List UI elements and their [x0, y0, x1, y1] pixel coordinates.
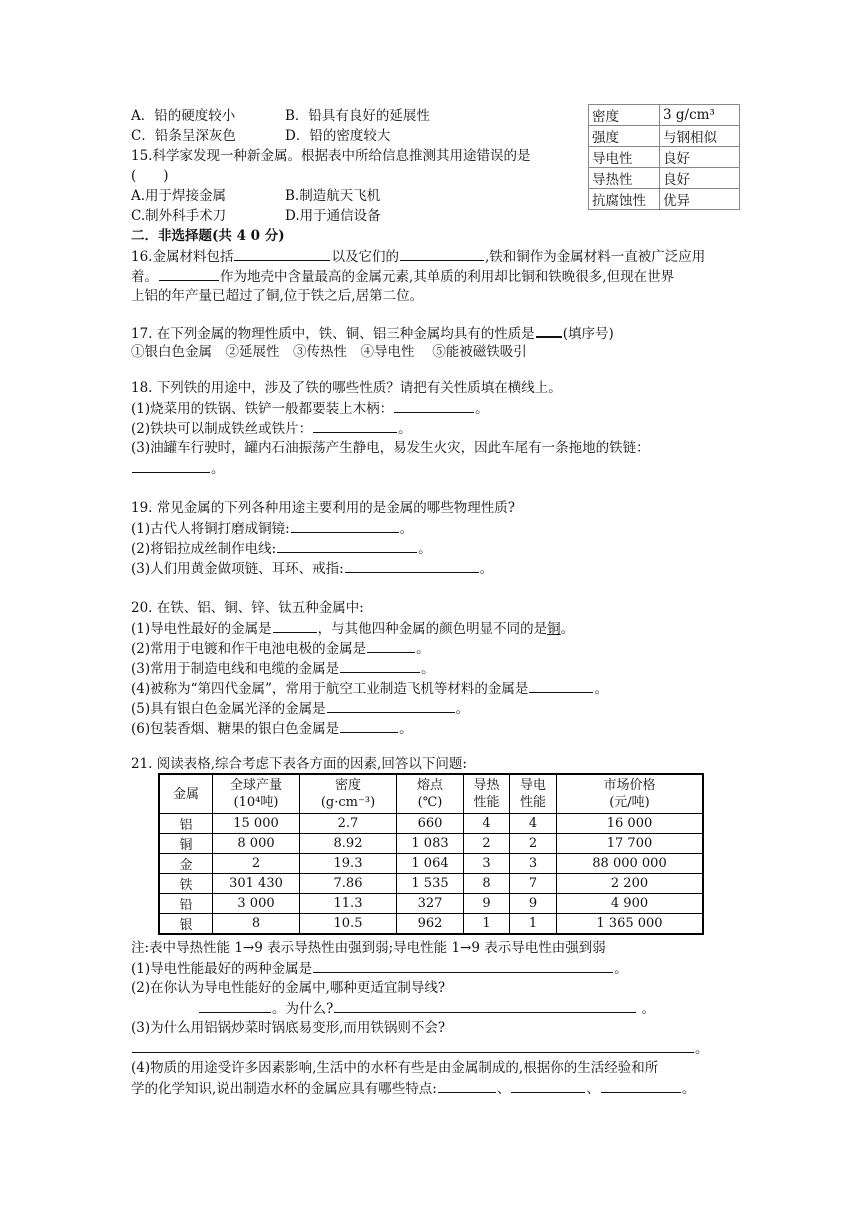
blank [511, 1078, 585, 1093]
q21-sub-4: (4)物质的用途受许多因素影响,生活中的水杯有些是由金属制成的,根据你的生活经验和所 [131, 1060, 659, 1076]
blank [277, 538, 417, 553]
table-row [589, 147, 740, 168]
q14-option-row [131, 126, 391, 146]
q16-text: 以及它们的 [331, 249, 399, 265]
table-cell: 银 [159, 914, 213, 935]
blank [529, 678, 593, 693]
q15-option-b: B.制造航天飞机 [285, 188, 381, 204]
q19-text: (1)古代人将铜打磨成铜镜: [131, 521, 290, 537]
q16-line-2 [131, 266, 674, 287]
property-value: 与钢相似 [660, 126, 740, 147]
table-cell: 铜 [159, 834, 213, 854]
table-row [159, 834, 703, 854]
q20-sub-4: (4)被称为“第四代金属”，常用于航空工业制造飞机等材料的金属是 。 [131, 678, 608, 699]
table-cell: 3 [464, 854, 510, 874]
new-metal-property-table [588, 104, 740, 210]
table-cell: 9 [510, 894, 557, 914]
header-text: (元/吨) [609, 795, 650, 810]
table-cell: 8 000 [213, 834, 300, 854]
table-cell: 10.5 [300, 914, 397, 935]
q14-option-row [131, 106, 430, 126]
table-cell: 16 000 [557, 814, 704, 834]
q19-text: (2)将铝拉成丝制作电线: [131, 541, 277, 557]
q20-text: (2)常用于电镀和作干电池电极的金属是 [131, 641, 367, 657]
table-cell: 19.3 [300, 854, 397, 874]
q20-sub-3: (3)常用于制造电线和电缆的金属是 。 [131, 658, 435, 679]
table-cell: 1 [464, 914, 510, 935]
q15-option-c: C.制外科手术刀 [131, 208, 227, 224]
property-value: 良好 [660, 147, 740, 168]
table-cell: 2.7 [300, 814, 397, 834]
property-name: 导电性 [589, 147, 660, 168]
table-cell: 8 [464, 874, 510, 894]
property-value: 优异 [660, 189, 740, 210]
blank [601, 1078, 681, 1093]
q20-sub-6: (6)包装香烟、糖果的银白色金属是 。 [131, 718, 413, 739]
header-text: 市场价格 [603, 778, 656, 793]
q20-text: ，与其他四种金属的颜色明显不同的是 [317, 621, 548, 637]
q15-option-d: D.用于通信设备 [285, 208, 381, 224]
blank [327, 698, 455, 713]
q20-sub-1: (1)导电性最好的金属是 ，与其他四种金属的颜色明显不同的是铜。 [131, 618, 574, 639]
q15-answer-paren: ( ) [131, 168, 169, 184]
table-cell: 3 000 [213, 894, 300, 914]
table-cell: 2 [510, 834, 557, 854]
header-text: (10⁴吨) [233, 795, 279, 810]
q16-text: 着。 [131, 269, 158, 285]
table-row [159, 914, 703, 935]
property-value: 良好 [660, 168, 740, 189]
q15-stem: 15.科学家发现一种新金属。根据表中所给信息推测其用途错误的是 [131, 148, 531, 164]
header-density [300, 774, 397, 814]
q20-stem: 20. 在铁、铝、铜、锌、钛五种金属中: [131, 600, 364, 616]
q15-option-a: A.用于焊接金属 [131, 188, 227, 204]
blank [132, 458, 210, 473]
table-cell: 1 365 000 [557, 914, 704, 935]
table-cell: 15 000 [213, 814, 300, 834]
q19-sub-1: (1)古代人将铜打磨成铜镜: 。 [131, 518, 413, 539]
property-name: 强度 [589, 126, 660, 147]
q20-sub-2: (2)常用于电镀和作干电池电极的金属是 。 [131, 638, 430, 659]
table-cell: 铁 [159, 874, 213, 894]
table-row [159, 874, 703, 894]
table-cell: 1 [510, 914, 557, 935]
property-name: 抗腐蚀性 [589, 189, 660, 210]
blank [291, 518, 399, 533]
q20-sub-5: (5)具有银白色金属光泽的金属是 。 [131, 698, 469, 719]
table-cell: 4 [464, 814, 510, 834]
header-text: 导电 [519, 778, 546, 793]
table-cell: 2 [213, 854, 300, 874]
q20-text: (1)导电性最好的金属是 [131, 621, 272, 637]
q17-options: ①银白色金属 ②延展性 ③传热性 ④导电性 ⑤能被磁铁吸引 [131, 344, 527, 360]
q18-sub-1: (1)烧菜用的铁锅、铁铲一般都要装上木柄： 。 [131, 398, 489, 419]
q14-option-a: A．铅的硬度较小 [131, 108, 236, 124]
q19-stem: 19. 常见金属的下列各种用途主要利用的是金属的哪些物理性质? [131, 500, 515, 516]
q21-text: (1)导电性能最好的两种金属是 [131, 961, 313, 977]
q16-text: 作为地壳中含量最高的金属元素,其单质的利用却比铜和铁晚很多,但现在世界 [220, 269, 675, 285]
property-value: 3 g/cm³ [660, 105, 740, 126]
table-cell: 660 [397, 814, 464, 834]
table-row [589, 168, 740, 189]
blank [367, 638, 415, 653]
table-cell: 8 [213, 914, 300, 935]
blank [199, 998, 271, 1013]
q20-text: (5)具有银白色金属光泽的金属是 [131, 701, 326, 717]
table-row [159, 854, 703, 874]
table-cell: 327 [397, 894, 464, 914]
header-heat-conductivity [464, 774, 510, 814]
q16-line-3: 上铝的年产量已超过了铜,位于铁之后,居第二位。 [131, 288, 424, 304]
header-electric-conductivity [510, 774, 557, 814]
q19-sub-3: (3)人们用黄金做项链、耳环、戒指: 。 [131, 558, 493, 579]
table-cell: 3 [510, 854, 557, 874]
q16-text: ,铁和铜作为金属材料一直被广泛应用 [484, 249, 706, 265]
q18-sub-3-answer: 。 [131, 458, 225, 479]
header-production [213, 774, 300, 814]
q21-sub-2: (2)在你认为导电性能好的金属中,哪种更适宜制导线? [131, 980, 446, 996]
q14-option-d: D．铅的密度较大 [285, 128, 391, 144]
q20-text: (3)常用于制造电线和电缆的金属是 [131, 661, 340, 677]
table-cell: 301 430 [213, 874, 300, 894]
table-cell: 9 [464, 894, 510, 914]
q21-stem: 21. 阅读表格,综合考虑下表各方面的因素,回答以下问题: [131, 756, 467, 772]
q21-note: 注:表中导热性能 1→9 表示导热性由强到弱;导电性能 1→9 表示导电性由强到弱 [131, 940, 606, 956]
table-cell: 金 [159, 854, 213, 874]
q17-text: 17. 在下列金属的物理性质中，铁、铜、铝三种金属均具有的性质是 [131, 326, 535, 342]
header-text: (℃) [417, 795, 443, 810]
header-text: 密度 [334, 778, 361, 793]
q21-sub-4-cont: 学的化学知识,说出制造水杯的金属应具有哪些特点: 、 、 。 [131, 1078, 695, 1099]
table-row [159, 814, 703, 834]
blank [313, 958, 613, 973]
q14-option-b: B．铅具有良好的延展性 [285, 108, 430, 124]
q21-sub-3-answer: 。 [131, 1038, 709, 1059]
q15-option-row [131, 186, 381, 206]
blank [536, 322, 562, 338]
table-cell: 铅 [159, 894, 213, 914]
header-melting-point [397, 774, 464, 814]
table-cell: 4 [510, 814, 557, 834]
header-text: 熔点 [416, 778, 443, 793]
table-cell: 1 083 [397, 834, 464, 854]
q16-line-1 [131, 246, 705, 267]
table-row [589, 126, 740, 147]
blank [132, 1038, 694, 1053]
q21-sub-1: (1)导电性能最好的两种金属是 。 [131, 958, 628, 979]
table-cell: 8.92 [300, 834, 397, 854]
q21-text: 学的化学知识,说出制造水杯的金属应具有哪些特点: [131, 1081, 437, 1097]
table-cell: 11.3 [300, 894, 397, 914]
q17-stem [131, 322, 614, 344]
blank [400, 246, 484, 261]
table-cell: 2 [464, 834, 510, 854]
q21-sub-3: (3)为什么用铝锅炒菜时锅底易变形,而用铁锅则不会? [131, 1020, 446, 1036]
q20-underlined-answer: 铜 [547, 621, 561, 637]
q18-text: (2)铁块可以制成铁丝或铁片： [131, 421, 313, 437]
table-header-row [159, 774, 703, 814]
blank [340, 718, 398, 733]
property-name: 密度 [589, 105, 660, 126]
table-row [589, 105, 740, 126]
header-text: 导热 [473, 778, 500, 793]
blank [340, 658, 420, 673]
header-text: 性能 [473, 795, 500, 810]
table-cell: 4 900 [557, 894, 704, 914]
q18-text: (1)烧菜用的铁锅、铁铲一般都要装上木柄： [131, 401, 394, 417]
blank [438, 1078, 496, 1093]
q20-text: (4)被称为“第四代金属”，常用于航空工业制造飞机等材料的金属是 [131, 681, 529, 697]
q21-text: 为什么? [285, 1001, 334, 1017]
blank [313, 418, 397, 433]
blank [394, 398, 474, 413]
table-row [589, 189, 740, 210]
table-cell: 2 200 [557, 874, 704, 894]
table-cell: 17 700 [557, 834, 704, 854]
blank [273, 618, 317, 633]
blank [345, 558, 479, 573]
q20-text: (6)包装香烟、糖果的银白色金属是 [131, 721, 340, 737]
blank [334, 998, 636, 1013]
q16-text: 16.金属材料包括 [131, 249, 234, 265]
header-metal [159, 774, 213, 814]
blank [159, 266, 219, 281]
table-cell: 962 [397, 914, 464, 935]
section-2-title: 二．非选择题(共 4 0 分) [131, 228, 285, 244]
q19-sub-2: (2)将铝拉成丝制作电线: 。 [131, 538, 432, 559]
q15-option-row [131, 206, 381, 226]
q18-sub-2: (2)铁块可以制成铁丝或铁片： 。 [131, 418, 412, 439]
header-text: 性能 [519, 795, 546, 810]
blank [234, 246, 330, 261]
table-cell: 7 [510, 874, 557, 894]
q18-sub-3: (3)油罐车行驶时，罐内石油振荡产生静电，易发生火灾，因此车尾有一条拖地的铁链： [131, 440, 650, 456]
header-text: (g·cm⁻³) [320, 795, 376, 810]
property-name: 导热性 [589, 168, 660, 189]
table-row [159, 894, 703, 914]
header-market-price [557, 774, 704, 814]
q21-sub-2-answer: 。为什么? 。 [131, 998, 655, 1019]
header-text: 全球产量 [229, 778, 282, 793]
header-text: 金属 [172, 786, 199, 802]
q17-text: (填序号) [562, 326, 614, 342]
table-cell: 1 535 [397, 874, 464, 894]
q14-option-c: C．铅条呈深灰色 [131, 128, 236, 144]
metal-comparison-table [158, 773, 704, 935]
table-cell: 88 000 000 [557, 854, 704, 874]
table-cell: 7.86 [300, 874, 397, 894]
q18-stem: 18. 下列铁的用途中，涉及了铁的哪些性质？请把有关性质填在横线上。 [131, 380, 562, 396]
q19-text: (3)人们用黄金做项链、耳环、戒指: [131, 561, 344, 577]
table-cell: 铝 [159, 814, 213, 834]
table-cell: 1 064 [397, 854, 464, 874]
